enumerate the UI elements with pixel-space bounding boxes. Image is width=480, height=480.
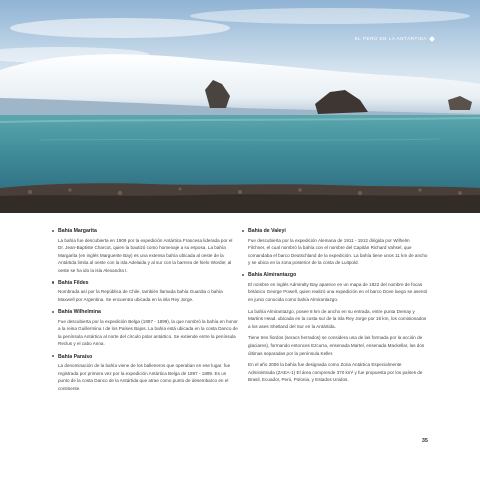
section-paragraph: El nombre en inglés Admiralty Bay aparece en un mapa de 1822 del nombre de focas británico George Powell, quien realizó una expedición en el barco Dove luego se asentó en junio conocida como bahía Almirantazgo.: [248, 281, 428, 303]
section-bahia-paraiso: [58, 354, 238, 393]
section-heading: Bahía de Valeyi: [248, 228, 286, 234]
left-column: [58, 228, 238, 398]
page-number: 35: [421, 438, 428, 444]
header-diamond-icon: [429, 36, 435, 42]
section-bahia-almirantazgo: [248, 272, 428, 384]
section-paragraph: La bahía Almirantazgo, posee 8 km de ancho en su entrada, entre punta Demay y Martins Head. ubicada en la costa sur de la isla Rey Jorge por 16 km, los comisionados a los ases Shetland del Sur en la Antártida.: [248, 308, 427, 329]
section-heading: Bahía Fildes: [58, 279, 89, 286]
bullet-icon: [52, 230, 54, 232]
bullet-icon: [52, 311, 54, 313]
chapter-header: [355, 36, 434, 41]
section-paragraph: Fue descubierta por la expedición Belga (1897 - 1899), la que nombró la bahía en honor a la reina Guillermina I de los Países Bajos. La bahía está ubicada en la costa Danco de la península Antártica al norte del círculo polar antártico. Se extiende entre la península Reclus y el cabo Anna.: [58, 318, 238, 347]
section-heading: Bahía Almirantazgo: [248, 272, 297, 279]
section-heading: Bahía Paraíso: [58, 353, 93, 360]
photo-illustration: [0, 0, 480, 213]
section-paragraph: Nombrada así por la República de Chile, también llamada bahía Guardia o bahía Maxwell por Argentina. Se encuentra ubicada en la isla Rey Jorge.: [58, 289, 223, 303]
antarctic-bay-photo: [0, 0, 480, 213]
bullet-icon: [52, 355, 54, 357]
section-bahia-fildes: [58, 280, 238, 304]
section-paragraph: La bahía fue descubierta en 1909 por la expedición Antártica Francesa liderada por el Dr. Jean-Baptiste Charcot, quien la bautizó como homenaje a su esposa. La bahía Margarita (en inglés Marguerite Bay) es una extensa bahía ubicada al oeste de la Antártida limita al oeste con la isla Adelaida y al sur con la barrera de hielo Wordie; al oeste se ha ido la isla Alexandra I.: [58, 237, 233, 273]
right-column: [248, 228, 428, 390]
section-heading: Bahía Wilhelmina: [58, 309, 101, 316]
section-bahia-wilhelmina: [58, 309, 238, 348]
chapter-header-label: EL PERÚ EN LA ANTÁRTIDA: [354, 36, 427, 41]
section-paragraph: Tiene tres fiordos (seracs herrados) se considera una de las formada por la acción de glaciares), formando entonces Ezcurra, ensenada Martel, ensenada Mackellar, las dos últimas separadas por la península Keller.: [248, 335, 425, 356]
bullet-icon: [242, 230, 244, 232]
section-paragraph: Fue descubierta por la expedición Alemana de 1911 - 1912 dirigida por Wilhelm Filchner, el cual nombró la bahía con el nombre del Capitán Richard Vahsel, que comandaba el barco Deutschland de la expedición. La bahía tiene unos 11 km de ancho y se ubica en la zona posterior de la costa de Luitpold.: [248, 237, 428, 266]
section-paragraph: En el año 2006 la bahía fue designada como Zona Antártica Especialmente Administrada (ZAEA-1) El área comprende 370 km² y fue propuesta por los países de Brasil, Ecuador, Perú, Polonia, y Estados Unidos.: [248, 362, 423, 383]
bullet-icon: [52, 281, 54, 283]
section-bahia-de-valeyi: [248, 228, 428, 267]
section-heading: Bahía Margarita: [58, 228, 97, 234]
section-paragraph: La denominación de la bahía viene de los balleneros que operaban en ese lugar. fue registrada por primera vez por la expedición Antártica Belga de 1897 - 1899. Es un punto de la costa Danco de la Antártida que atrae como punto de desembarco en el continente.: [58, 363, 231, 391]
bullet-icon: [242, 274, 244, 276]
section-bahia-margarita: [58, 228, 238, 274]
